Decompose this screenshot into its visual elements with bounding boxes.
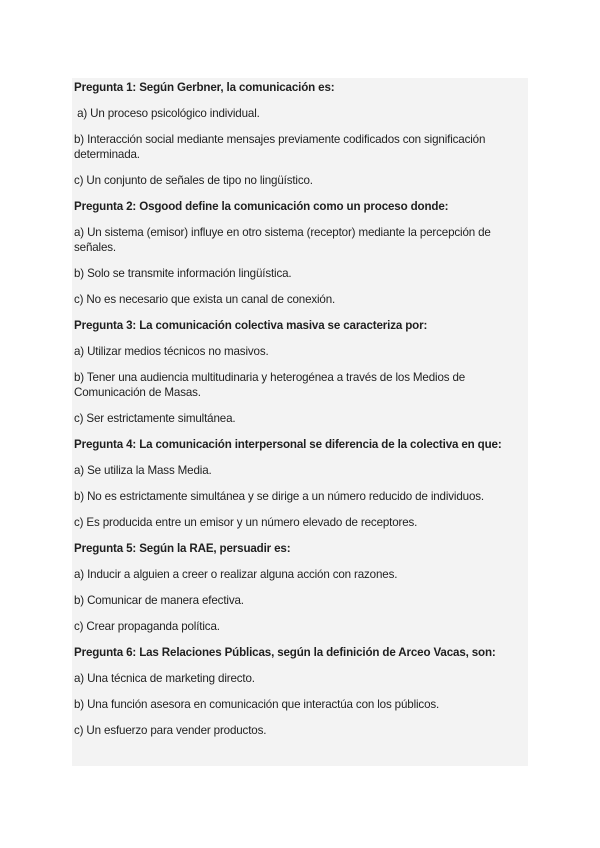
answer-option: b) Una función asesora en comunicación que interactúa con los públicos. — [74, 698, 440, 711]
answer-option: c) Crear propaganda política. — [74, 620, 220, 633]
answer-option: c) Es producida entre un emisor y un número elevado de receptores. — [74, 516, 418, 529]
answer-option: c) Un conjunto de señales de tipo no lingüístico. — [74, 174, 313, 187]
question-block — [74, 645, 526, 738]
question-block — [74, 541, 526, 634]
answer-option: b) No es estrictamente simultánea y se dirige a un número reducido de individuos. — [74, 490, 484, 503]
question-title: Pregunta 6: Las Relaciones Públicas, según la definición de Arceo Vacas, son: — [74, 646, 496, 659]
answer-option: a) Una técnica de marketing directo. — [74, 672, 255, 685]
question-title: Pregunta 3: La comunicación colectiva masiva se caracteriza por: — [74, 319, 428, 332]
question-block — [74, 80, 526, 188]
answer-option: b) Comunicar de manera efectiva. — [74, 594, 244, 607]
question-block — [74, 437, 526, 530]
answer-option: a) Utilizar medios técnicos no masivos. — [74, 345, 269, 358]
answer-option: c) Ser estrictamente simultánea. — [74, 412, 236, 425]
question-block — [74, 199, 526, 307]
answer-option: c) No es necesario que exista un canal de conexión. — [74, 293, 336, 306]
answer-option: c) Un esfuerzo para vender productos. — [74, 724, 267, 737]
question-block — [74, 318, 526, 426]
question-title: Pregunta 1: Según Gerbner, la comunicación es: — [74, 81, 335, 94]
question-title: Pregunta 2: Osgood define la comunicación como un proceso donde: — [74, 200, 449, 213]
answer-option: b) Solo se transmite información lingüística. — [74, 267, 292, 280]
quiz-content — [74, 80, 526, 749]
answer-option: a) Inducir a alguien a creer o realizar alguna acción con razones. — [74, 568, 398, 581]
answer-option: b) Tener una audiencia multitudinaria y heterogénea a través de los Medios de Comunicación de Masas. — [74, 371, 466, 399]
answer-option: b) Interacción social mediante mensajes previamente codificados con significación determinada. — [74, 133, 486, 161]
answer-option: a) Un sistema (emisor) influye en otro sistema (receptor) mediante la percepción de señales. — [74, 226, 491, 254]
question-title: Pregunta 4: La comunicación interpersonal se diferencia de la colectiva en que: — [74, 438, 502, 451]
answer-option: a) Se utiliza la Mass Media. — [74, 464, 212, 477]
answer-option: a) Un proceso psicológico individual. — [74, 107, 260, 120]
question-title: Pregunta 5: Según la RAE, persuadir es: — [74, 542, 291, 555]
